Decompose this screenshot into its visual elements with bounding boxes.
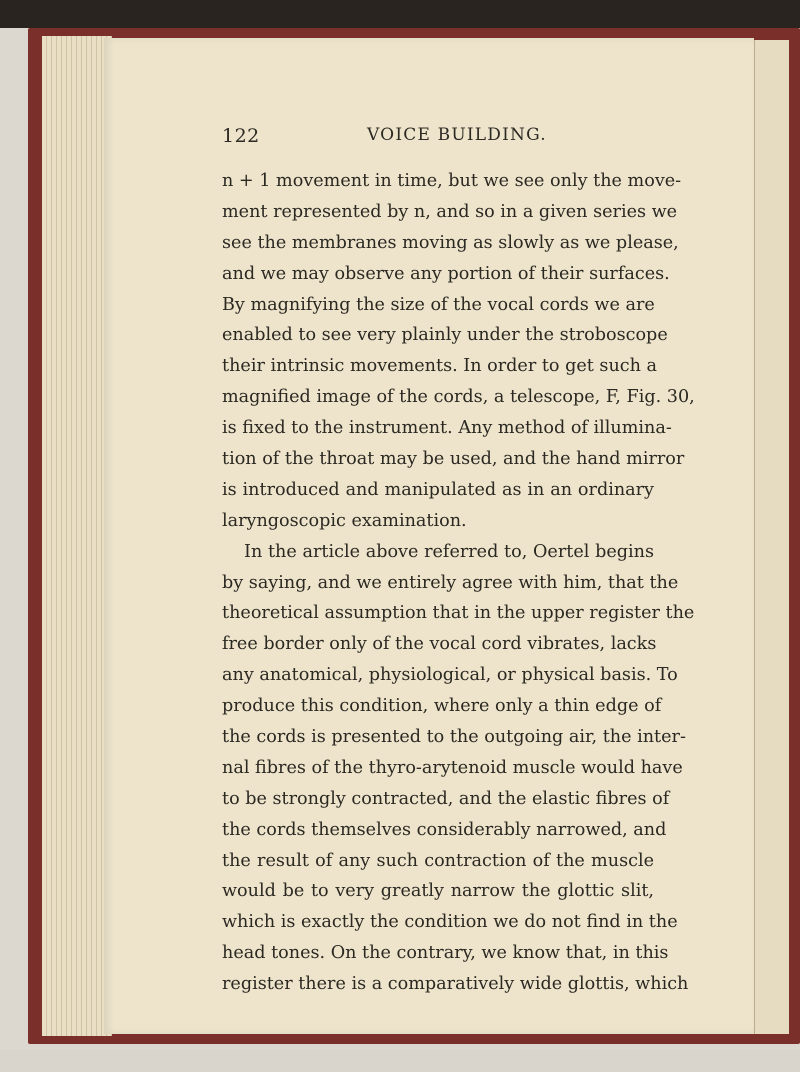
page-number: 122 [222,125,260,147]
text-line: would be to very greatly narrow the glottic slit, [222,881,654,902]
body-text [222,166,695,1000]
text-line: n + 1 movement in time, but we see only the move- [222,171,682,191]
text-line: is introduced and manipulated as in an ordinary [222,479,654,500]
text-line: ment represented by n, and so in a given series we [222,201,678,222]
text-line: enabled to see very plainly under the stroboscope [222,325,668,346]
facing-page-edge [754,40,789,1034]
text-line: the cords themselves considerably narrowed, and [222,819,667,840]
text-line: magnified image of the cords, a telescope, F, Fig. 30, [222,387,695,408]
text-line: any anatomical, physiological, or physical basis. To [222,665,678,686]
text-line: which is exactly the condition we do not find in the [222,912,678,933]
page-header [222,125,654,155]
text-line: head tones. On the contrary, we know that, in this [222,943,669,964]
text-line: nal fibres of the thyro-arytenoid muscle would have [222,757,683,778]
text-line: tion of the throat may be used, and the hand mirror [222,449,685,470]
page-edges [42,36,112,1036]
text-line: free border only of the vocal cord vibrates, lacks [222,634,657,655]
text-line: their intrinsic movements. In order to get such a [222,356,658,377]
text-line: see the membranes moving as slowly as we please, [222,232,679,253]
text-line: theoretical assumption that in the upper register the [222,603,695,624]
text-line: and we may observe any portion of their surfaces. [222,263,670,284]
text-line: to be strongly contracted, and the elastic fibres of [222,788,670,809]
text-line: the result of any such contraction of the muscle [222,850,654,871]
paragraph [222,166,695,537]
text-line: the cords is presented to the outgoing air, the inter- [222,727,686,748]
text-line: By magnifying the size of the vocal cords we are [222,294,655,315]
text-line: register there is a comparatively wide glottis, which [222,974,689,995]
text-line: by saying, and we entirely agree with him, that the [222,572,679,593]
background-top [0,0,800,28]
paragraph [222,537,695,1000]
background-bottom [0,1050,800,1072]
text-line: produce this condition, where only a thin edge of [222,696,662,717]
text-line: In the article above referred to, Oertel begins [244,541,654,562]
text-line: is fixed to the instrument. Any method of illumina- [222,418,672,439]
text-line: laryngoscopic examination. [222,510,467,531]
running-head: VOICE BUILDING. [367,125,547,145]
